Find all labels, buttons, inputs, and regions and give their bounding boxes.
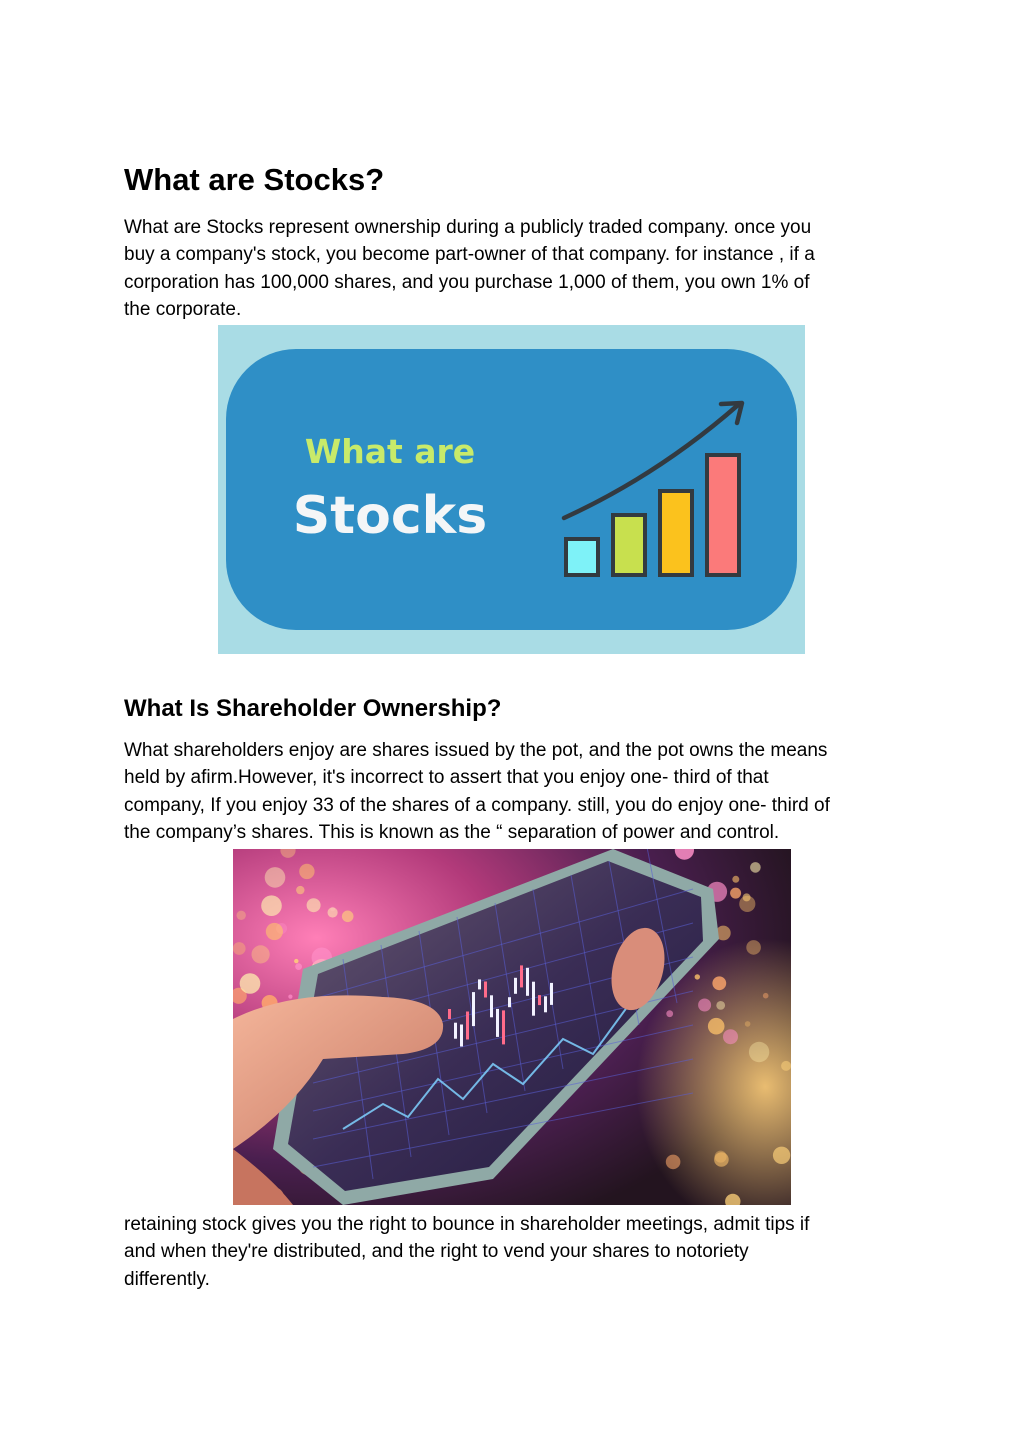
- bokeh-light: [288, 995, 292, 999]
- bokeh-light: [233, 942, 246, 955]
- bokeh-light: [745, 1021, 751, 1027]
- bokeh-light: [252, 945, 270, 963]
- bokeh-light: [723, 1029, 738, 1044]
- bokeh-light: [716, 1001, 725, 1010]
- bokeh-light: [266, 923, 283, 940]
- bokeh-light: [750, 862, 761, 873]
- paragraph-what-are-stocks: [124, 214, 894, 323]
- candle: [454, 1023, 457, 1039]
- bokeh-light: [746, 940, 761, 955]
- paragraph-line: differently.: [124, 1268, 210, 1290]
- candle: [448, 1009, 451, 1019]
- bokeh-light: [296, 886, 304, 894]
- candle: [532, 982, 535, 1016]
- candle: [544, 996, 547, 1012]
- paragraph-line: corporation has 100,000 shares, and you purchase 1,000 of them, you own 1% of: [124, 271, 810, 293]
- bokeh-light: [294, 959, 298, 963]
- banner-bar: [613, 515, 645, 575]
- candle: [508, 997, 511, 1007]
- bokeh-light: [732, 876, 739, 883]
- candle: [460, 1025, 463, 1047]
- bokeh-light: [749, 1042, 769, 1062]
- bokeh-light: [261, 895, 282, 916]
- bokeh-light: [666, 1010, 673, 1017]
- paragraph-line: and when they're distributed, and the right to vend your shares to notoriety: [124, 1241, 749, 1263]
- bokeh-light: [265, 867, 286, 888]
- bokeh-light: [307, 898, 321, 912]
- bokeh-light: [342, 911, 354, 923]
- candle: [538, 995, 541, 1005]
- paragraph-line: What shareholders enjoy are shares issued by the pot, and the pot owns the means: [124, 740, 828, 761]
- candle: [502, 1010, 505, 1044]
- bokeh-light: [708, 1018, 725, 1035]
- candle: [496, 1009, 499, 1037]
- bokeh-light: [240, 973, 261, 994]
- paragraph-shareholder-ownership: [124, 737, 894, 846]
- paragraph-line: What are Stocks represent ownership during a publicly traded company. once you: [124, 217, 812, 238]
- what-are-stocks-banner-image: [218, 325, 805, 654]
- banner-bar: [660, 491, 692, 575]
- smartphone-stock-chart-photo: [233, 849, 791, 1205]
- bokeh-light: [773, 1147, 790, 1164]
- candle: [490, 995, 493, 1017]
- bokeh-light: [715, 1151, 727, 1163]
- banner-title-line1: What are: [304, 432, 476, 471]
- candle: [478, 979, 481, 989]
- bokeh-light: [781, 1061, 791, 1071]
- bokeh-light: [299, 864, 314, 879]
- paragraph-line: the corporate.: [124, 298, 242, 320]
- candle: [472, 992, 475, 1026]
- candle: [526, 968, 529, 996]
- paragraph-line: held by afirm.However, it's incorrect to assert that you enjoy one- third of that: [124, 767, 769, 789]
- paragraph-line: the company’s shares. This is known as the “ separation of power and control.: [124, 821, 780, 843]
- candle: [466, 1012, 469, 1040]
- candle: [520, 965, 523, 987]
- candle: [484, 982, 487, 998]
- candle: [550, 983, 553, 1005]
- bokeh-light: [295, 963, 302, 970]
- bokeh-light: [730, 888, 741, 899]
- bokeh-light: [739, 896, 755, 912]
- banner-title-line2: Stocks: [292, 486, 488, 546]
- section-heading-what-are-stocks: What are Stocks?: [124, 162, 385, 197]
- paragraph-line: company, If you enjoy 33 of the shares of a company. still, you do enjoy one- third of: [124, 794, 830, 816]
- paragraph-shareholder-rights: [124, 1211, 894, 1293]
- bokeh-light: [763, 993, 769, 999]
- candle: [514, 978, 517, 994]
- paragraph-line: retaining stock gives you the right to bounce in shareholder meetings, admit tips if: [124, 1214, 810, 1235]
- banner-bar: [566, 539, 598, 575]
- bokeh-light: [666, 1155, 681, 1170]
- bokeh-light: [695, 974, 700, 979]
- bokeh-light: [698, 999, 711, 1012]
- paragraph-line: buy a company's stock, you become part-owner of that company. for instance , if a: [124, 244, 815, 266]
- bokeh-light: [237, 911, 246, 920]
- banner-bar: [707, 455, 739, 575]
- section-heading-shareholder-ownership: What Is Shareholder Ownership?: [124, 695, 502, 722]
- bokeh-light: [712, 976, 726, 990]
- bokeh-light: [328, 907, 338, 917]
